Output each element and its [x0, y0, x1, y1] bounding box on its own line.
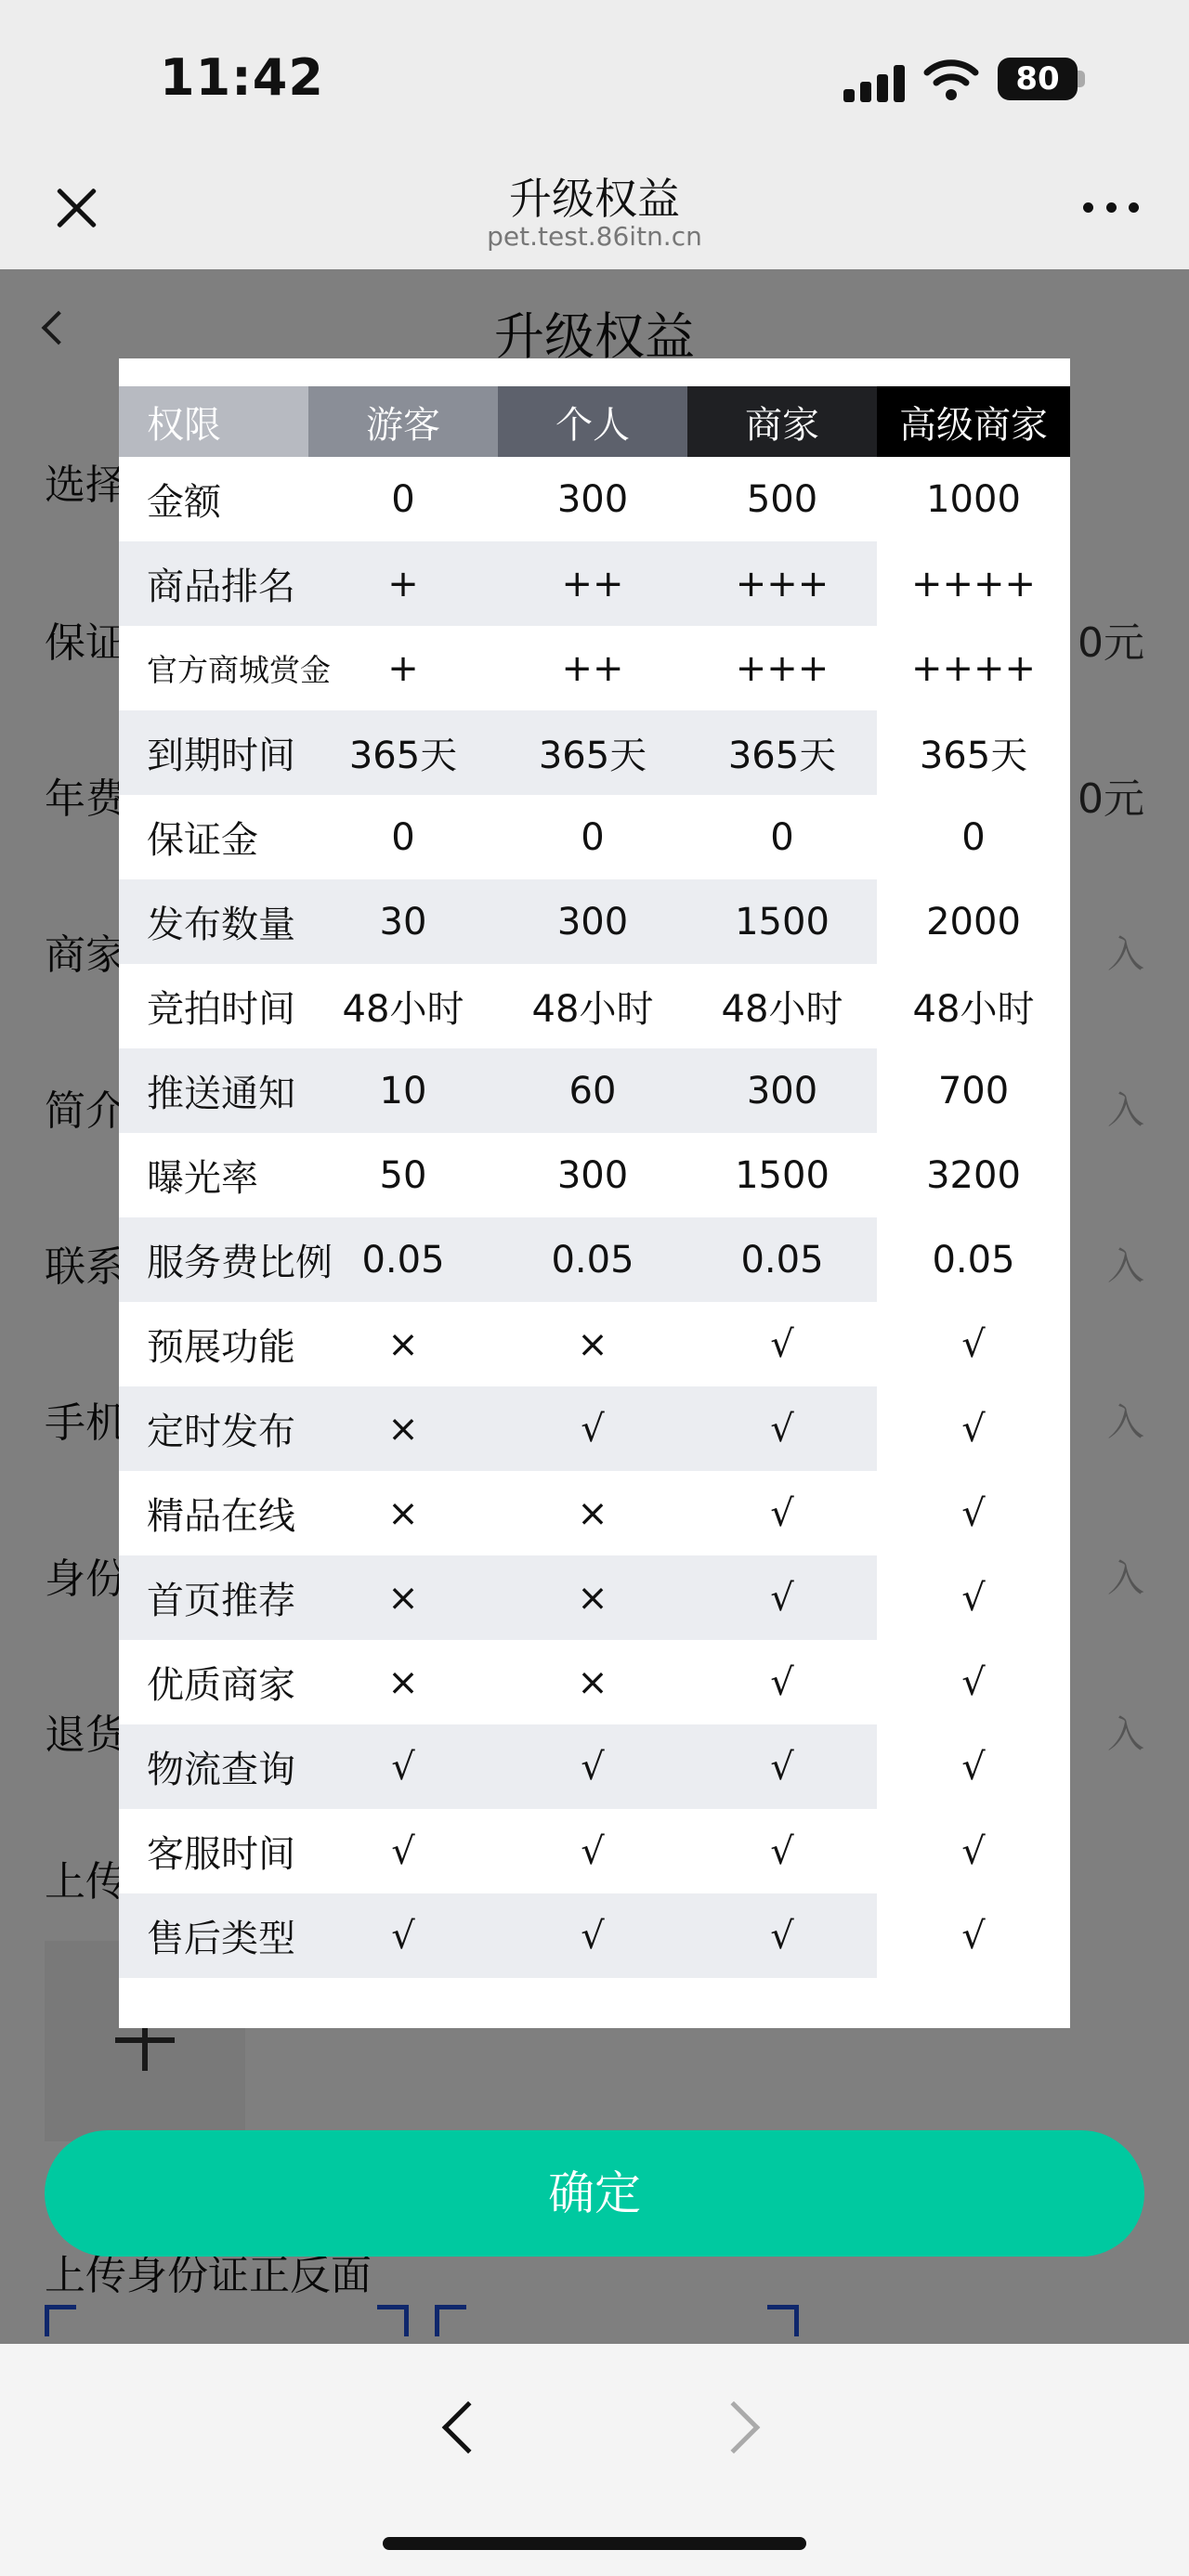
table-cell: 0.05 — [877, 1217, 1070, 1302]
row-label: 曝光率 — [147, 1157, 258, 1200]
table-cell: √ — [961, 1829, 986, 1873]
table-row — [119, 541, 1070, 626]
table-cell: 3200 — [926, 1153, 1021, 1197]
table-cell: × — [387, 1322, 419, 1366]
table-row — [119, 1217, 1070, 1302]
table-cell: 365天 — [877, 710, 1070, 795]
row-label: 服务费比例 — [119, 1217, 308, 1302]
table-cell: 0.05 — [308, 1217, 498, 1302]
table-cell: √ — [498, 1724, 687, 1809]
header-merchant: 商家 — [687, 386, 877, 457]
row-label: 预展功能 — [147, 1326, 295, 1369]
table-cell: × — [387, 1660, 419, 1704]
table-cell: √ — [308, 1724, 498, 1809]
table-cell: 48小时 — [342, 988, 464, 1031]
table-row — [119, 710, 1070, 795]
table-cell: 0 — [961, 815, 986, 859]
table-cell: √ — [877, 1724, 1070, 1809]
table-cell: +++ — [687, 541, 877, 626]
battery-tip — [1078, 71, 1085, 87]
table-cell: 0 — [391, 477, 415, 521]
table-cell: √ — [877, 1555, 1070, 1640]
table-cell: √ — [961, 1491, 986, 1535]
table-cell: √ — [498, 1386, 687, 1471]
rights-modal — [119, 358, 1070, 2028]
table-cell: 0 — [391, 815, 415, 859]
battery-icon: 80 — [998, 58, 1078, 100]
table-cell: 700 — [877, 1048, 1070, 1133]
row-label: 定时发布 — [119, 1386, 308, 1471]
rights-table — [119, 386, 1070, 1978]
table-cell: √ — [308, 1893, 498, 1978]
table-row — [119, 1471, 1070, 1555]
table-cell: 365天 — [687, 710, 877, 795]
table-cell: 10 — [308, 1048, 498, 1133]
table-row — [119, 1640, 1070, 1724]
table-cell: √ — [770, 1322, 794, 1366]
more-icon[interactable] — [1083, 202, 1139, 217]
table-cell: × — [387, 1491, 419, 1535]
wifi-icon — [923, 58, 979, 102]
table-cell: 48小时 — [912, 988, 1035, 1031]
signal-icon — [843, 65, 905, 102]
table-cell: 365天 — [498, 710, 687, 795]
chevron-right-icon[interactable] — [708, 2401, 761, 2454]
table-cell: 300 — [498, 879, 687, 964]
table-row — [119, 879, 1070, 964]
table-cell: 300 — [687, 1048, 877, 1133]
browser-bottom-nav — [0, 2344, 1189, 2576]
browser-url: pet.test.86itn.cn — [487, 221, 702, 252]
row-label: 物流查询 — [119, 1724, 308, 1809]
row-label: 精品在线 — [147, 1495, 295, 1538]
header-personal: 个人 — [498, 386, 687, 457]
table-row — [119, 964, 1070, 1048]
table-cell: √ — [961, 1322, 986, 1366]
table-cell: √ — [770, 1829, 794, 1873]
header-permission: 权限 — [119, 386, 308, 457]
table-row — [119, 1724, 1070, 1809]
row-label: 发布数量 — [119, 879, 308, 964]
row-label: 首页推荐 — [119, 1555, 308, 1640]
table-row — [119, 457, 1070, 541]
table-row — [119, 1048, 1070, 1133]
table-cell: 365天 — [308, 710, 498, 795]
table-cell: × — [308, 1386, 498, 1471]
table-cell: √ — [498, 1893, 687, 1978]
table-cell: √ — [770, 1491, 794, 1535]
table-cell: √ — [687, 1386, 877, 1471]
table-cell: × — [498, 1555, 687, 1640]
table-cell: + — [387, 646, 419, 690]
table-cell: √ — [687, 1893, 877, 1978]
row-label: 客服时间 — [147, 1833, 295, 1876]
status-bar — [0, 0, 1189, 149]
table-cell: 50 — [379, 1153, 427, 1197]
table-cell: √ — [877, 1386, 1070, 1471]
table-row — [119, 1809, 1070, 1893]
browser-bar — [0, 149, 1189, 269]
table-cell: 1500 — [735, 1153, 830, 1197]
table-row — [119, 1133, 1070, 1217]
table-cell: 500 — [746, 477, 818, 521]
row-label: 官方商城赏金 — [147, 652, 331, 688]
table-cell: 1500 — [687, 879, 877, 964]
table-cell: 2000 — [877, 879, 1070, 964]
table-cell: 48小时 — [531, 988, 654, 1031]
table-cell: √ — [687, 1724, 877, 1809]
table-cell: 30 — [308, 879, 498, 964]
table-cell: +++ — [735, 646, 830, 690]
row-label: 推送通知 — [119, 1048, 308, 1133]
table-cell: 0.05 — [687, 1217, 877, 1302]
home-indicator — [383, 2537, 806, 2550]
table-cell: 1000 — [926, 477, 1021, 521]
table-cell: 48小时 — [721, 988, 843, 1031]
table-row — [119, 795, 1070, 879]
table-cell: 300 — [556, 477, 629, 521]
table-cell: + — [308, 541, 498, 626]
row-label: 商品排名 — [119, 541, 308, 626]
table-cell: √ — [770, 1660, 794, 1704]
row-label: 保证金 — [147, 819, 258, 862]
table-cell: √ — [687, 1555, 877, 1640]
table-cell: √ — [877, 1893, 1070, 1978]
header-guest: 游客 — [308, 386, 498, 457]
table-row — [119, 626, 1070, 710]
row-label: 售后类型 — [119, 1893, 308, 1978]
table-cell: √ — [961, 1660, 986, 1704]
table-row — [119, 1302, 1070, 1386]
table-cell: √ — [581, 1829, 605, 1873]
table-cell: √ — [391, 1829, 415, 1873]
row-label: 优质商家 — [147, 1664, 295, 1707]
header-premium-merchant: 高级商家 — [877, 386, 1070, 457]
table-cell: × — [577, 1491, 608, 1535]
table-cell: ++++ — [910, 646, 1037, 690]
table-cell: ++++ — [877, 541, 1070, 626]
table-cell: 0.05 — [498, 1217, 687, 1302]
table-row — [119, 1555, 1070, 1640]
table-header-row — [119, 386, 1070, 457]
table-row — [119, 1386, 1070, 1471]
table-cell: × — [308, 1555, 498, 1640]
table-cell: ++ — [498, 541, 687, 626]
table-cell: 0 — [581, 815, 605, 859]
table-cell: 300 — [556, 1153, 629, 1197]
table-cell: ++ — [561, 646, 624, 690]
confirm-button[interactable]: 确定 — [45, 2130, 1144, 2257]
table-cell: × — [577, 1660, 608, 1704]
status-time: 11:42 — [160, 48, 324, 107]
table-row — [119, 1893, 1070, 1978]
table-cell: 60 — [498, 1048, 687, 1133]
table-cell: 0 — [770, 815, 794, 859]
row-label: 竞拍时间 — [147, 988, 295, 1031]
row-label: 金额 — [147, 481, 221, 524]
chevron-left-icon[interactable] — [442, 2401, 495, 2454]
row-label: 到期时间 — [119, 710, 308, 795]
table-cell: × — [577, 1322, 608, 1366]
browser-title: 升级权益 — [509, 174, 680, 224]
